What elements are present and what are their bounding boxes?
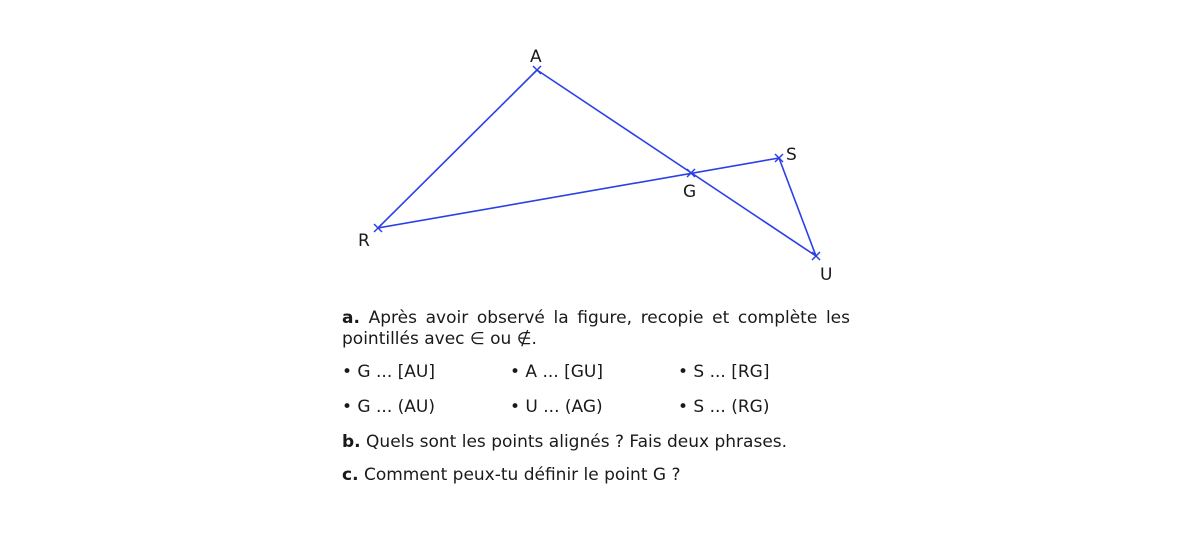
question-b	[342, 432, 850, 453]
item-6: • S ... (RG)	[678, 397, 770, 417]
item-5: • U ... (AG)	[510, 397, 603, 417]
item-3: • S ... [RG]	[678, 362, 770, 382]
point-label-U: U	[820, 265, 833, 285]
question-c-text: Comment peux-tu définir le point G ?	[363, 465, 681, 485]
point-label-R: R	[358, 231, 370, 251]
item-4: • G ... (AU)	[342, 397, 435, 417]
question-c	[342, 465, 850, 486]
question-b-label: b.	[342, 432, 361, 452]
item-2: • A ... [GU]	[510, 362, 603, 382]
question-c-label: c.	[342, 465, 359, 485]
point-label-S: S	[786, 145, 797, 165]
question-b-text: Quels sont les points alignés ? Fais deux phrases.	[366, 432, 788, 452]
point-A-marker	[533, 66, 541, 74]
segment-SU	[779, 158, 816, 256]
item-1: • G ... [AU]	[342, 362, 435, 382]
point-U-marker	[812, 252, 820, 260]
point-label-A: A	[530, 47, 542, 67]
point-label-G: G	[683, 182, 697, 202]
question-a-text: Après avoir observé la figure, recopie et complète les pointillés avec ∈ ou ∉.	[342, 308, 850, 349]
segment-AU	[537, 70, 816, 256]
question-a	[342, 308, 850, 350]
question-a-items	[342, 362, 850, 418]
exercise-text	[342, 308, 850, 498]
segments	[378, 70, 816, 256]
point-labels	[358, 47, 832, 285]
question-a-label: a.	[342, 308, 360, 328]
